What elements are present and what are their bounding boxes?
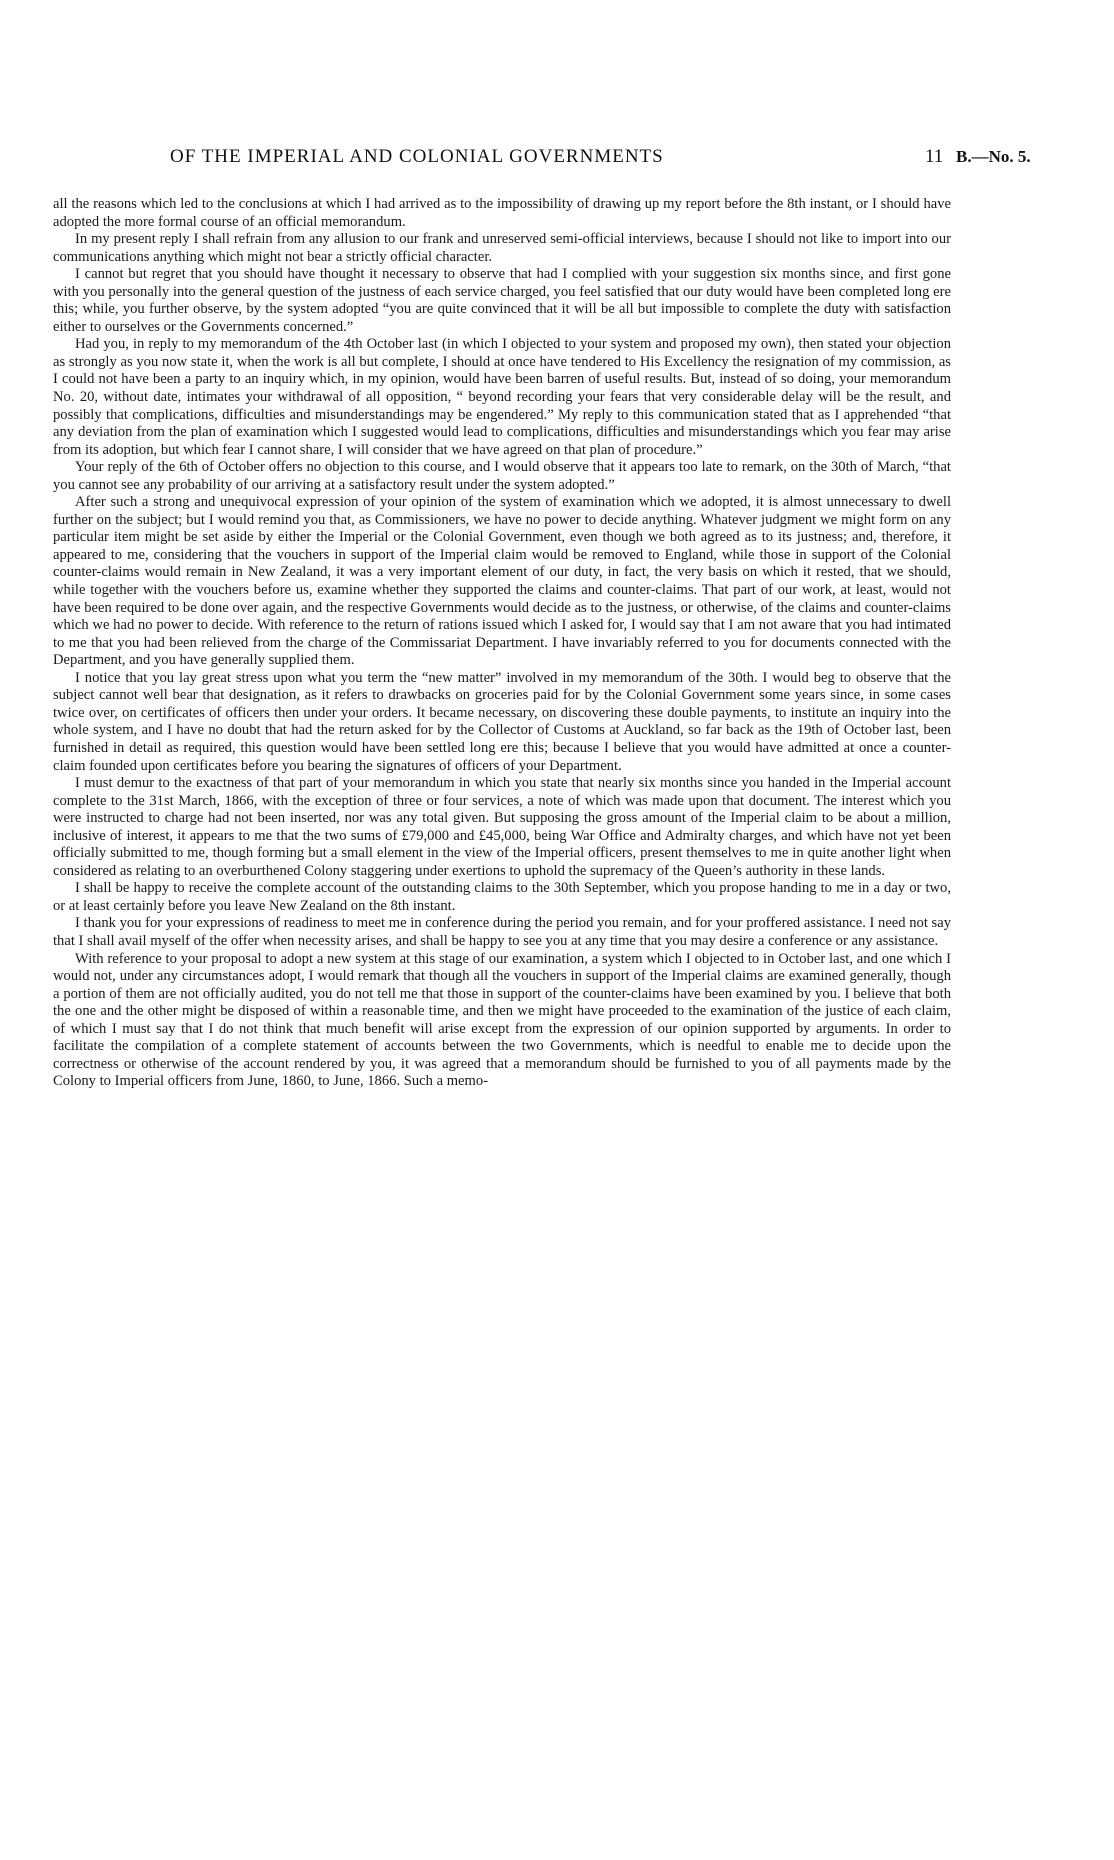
paragraph: I shall be happy to receive the complete account of the outstanding claims to the 30th September, which you propose handing to me in a day or two, or at least certainly before you leave New Zealand on the 8th instant. (53, 880, 951, 914)
paragraph: After such a strong and unequivocal expression of your opinion of the system of examination which we adopted, it is almost unnecessary to dwell further on the subject; but I would remind you that, as Commissioners, we have no power to decide anything. Whatever judgment we might form on any particular item might be set aside by either the Imperial or the Colonial Government, even though we both agreed as to its justness; and, therefore, it appeared to me, considering that the vouchers in support of the Imperial claim would be removed to England, while those in support of the Colonial counter-claims would remain in New Zealand, it was a very important element of our duty, in fact, the very basis on which it rested, that we should, while together with the vouchers before us, examine whether they supported the claims and counter-claims. That part of our work, at least, would not have been required to be done over again, and the respective Governments would decide as to the justness, or otherwise, of the claims and counter-claims which we had no power to decide. With reference to the return of rations issued which I asked for, I would say that I am not aware that you had intimated to me that you had been relieved from the charge of the Commissariat Department. I have invariably referred to you for documents connected with the Department, and you have generally supplied them. (53, 494, 951, 669)
paragraph: all the reasons which led to the conclusions at which I had arrived as to the impossibility of drawing up my report before the 8th instant, or I should have adopted the more formal course of an official memorandum. (53, 196, 951, 230)
paragraph: I must demur to the exactness of that part of your memorandum in which you state that nearly six months since you handed in the Imperial account complete to the 31st March, 1866, with the exception of three or four services, a note of which was made upon that document. The interest which you were instructed to charge had not been inserted, nor was any total given. But supposing the gross amount of the Imperial claim to be about a million, inclusive of interest, it appears to me that the two sums of £79,000 and £45,000, being War Office and Admiralty charges, and which have not yet been officially submitted to me, though forming but a small element in the view of the Imperial officers, present themselves to me in quite another light when considered as relating to an overburthened Colony staggering under exertions to uphold the supremacy of the Queen’s authority in these lands. (53, 775, 951, 879)
paragraph: Your reply of the 6th of October offers no objection to this course, and I would observe that it appears too late to remark, on the 30th of March, “that you cannot see any probability of our arriving at a satisfactory result under the system adopted.” (53, 459, 951, 493)
paragraph: I thank you for your expressions of readiness to meet me in conference during the period you remain, and for your proffered assistance. I need not say that I shall avail myself of the offer when necessity arises, and shall be happy to see you at any time that you may desire a conference or any assistance. (53, 915, 951, 949)
paragraph: I notice that you lay great stress upon what you term the “new matter” involved in my memorandum of the 30th. I would beg to observe that the subject cannot well bear that designation, as it refers to drawbacks on groceries paid for by the Colonial Government some years since, in some cases twice over, on certificates of officers then under your orders. It became necessary, on discovering these double payments, to institute an inquiry into the whole system, and I have no doubt that had the return asked for by the Collector of Customs at Auckland, so far back as the 19th of October last, been furnished in detail as required, this question would have been settled long ere this; because I believe that you would have admitted at once a counter-claim founded upon certificates before you bearing the signatures of officers of your Department. (53, 669, 951, 774)
body-text (53, 196, 951, 1091)
paragraph: With reference to your proposal to adopt a new system at this stage of our examination, a system which I objected to in October last, and one which I would not, under any circumstances adopt, I would remark that though all the vouchers in support of the Imperial claims are examined generally, though a portion of them are not officially audited, you do not tell me that those in support of the counter-claims have been examined by you. I believe that both the one and the other might be disposed of within a reasonable time, and then we might have proceeded to the examination of the justice of each claim, of which I must say that I do not think that much benefit will arise except from the expression of our opinion supported by arguments. In order to facilitate the compilation of a complete statement of accounts between the two Governments, which is needful to enable me to decide upon the correctness or otherwise of the account rendered by you, it was agreed that a memorandum should be furnished to you of all payments made by the Colony to Imperial officers from June, 1860, to June, 1866. Such a memo- (53, 950, 951, 1090)
paragraph: I cannot but regret that you should have thought it necessary to observe that had I complied with your suggestion six months since, and first gone with you personally into the general question of the justness of each service charged, you feel satisfied that our duty would have been completed long ere this; while, you further observe, by the system adopted “you are quite convinced that it will be all but impossible to complete the duty with satisfaction either to ourselves or the Governments concerned.” (53, 266, 951, 335)
page-number: 11 (925, 146, 944, 167)
paragraph: Had you, in reply to my memorandum of the 4th October last (in which I objected to your system and proposed my own), then stated your objection as strongly as you now state it, when the work is all but complete, I should at once have tendered to His Excellency the resignation of my commission, as I could not have been a party to an inquiry which, in my opinion, would have been barren of useful results. But, instead of so doing, your memorandum No. 20, without date, intimates your withdrawal of all opposition, “ beyond recording your fears that very considerable delay will be the result, and possibly that complications, difficulties and misunderstandings may be engendered.” My reply to this communication stated that as I apprehended “that any deviation from the plan of examination which I suggested would lead to complications, difficulties and misunderstandings which you fear may arise from its adoption, but which fear I cannot share, I will consider that we have agreed on that plan of procedure.” (53, 336, 951, 458)
document-reference: B.—No. 5. (956, 147, 1031, 166)
page-header (170, 146, 1031, 172)
paragraph: In my present reply I shall refrain from any allusion to our frank and unreserved semi-official interviews, because I should not like to import into our communications anything which might not bear a strictly official character. (53, 231, 951, 265)
running-title: OF THE IMPERIAL AND COLONIAL GOVERNMENTS (170, 146, 664, 167)
